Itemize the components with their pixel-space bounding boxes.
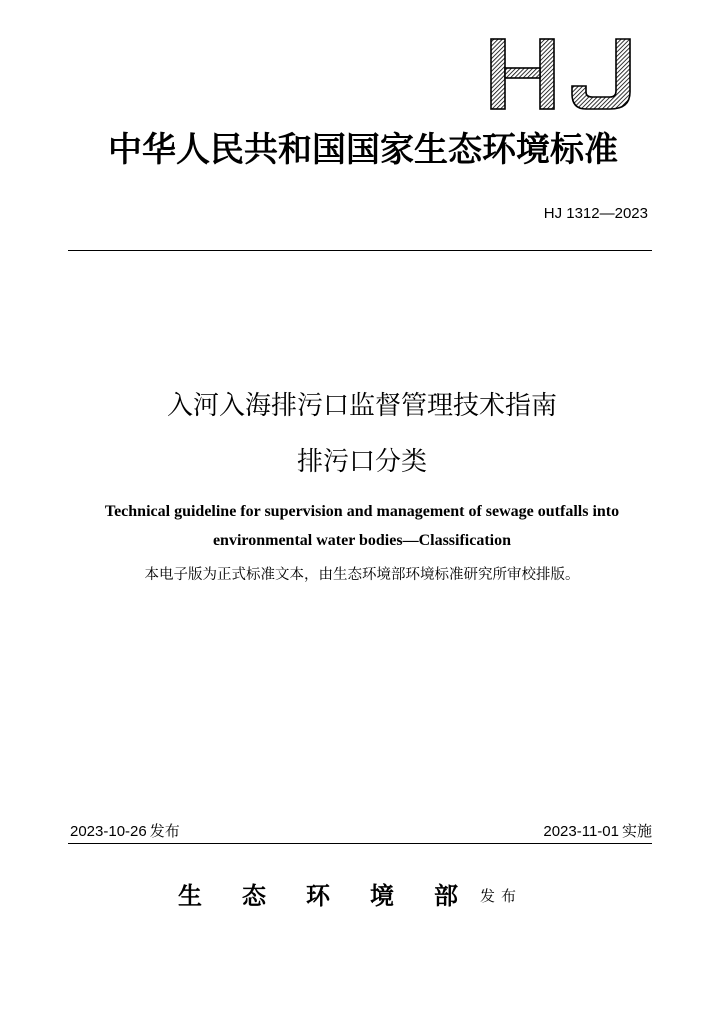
- issuer-char: 部: [434, 881, 458, 910]
- effective-date: [543, 821, 652, 842]
- effective-date-label: 实施: [621, 822, 652, 840]
- bottom-divider: [68, 843, 652, 844]
- document-title-cn: 入河入海排污口监督管理技术指南: [166, 391, 557, 421]
- effective-date-value: 2023-11-01: [543, 823, 619, 840]
- hj-logo: [488, 36, 636, 112]
- top-divider: [68, 250, 652, 251]
- electronic-version-note: 本电子版为正式标准文本，由生态环境部环境标准研究所审校排版。: [144, 567, 580, 583]
- issuer-char: 境: [370, 881, 394, 910]
- issued-date-value: 2023-10-26: [70, 823, 147, 840]
- standard-category-title: 中华人民共和国国家生态环境标准: [108, 130, 618, 170]
- document-subtitle-cn: 排污口分类: [296, 447, 427, 477]
- issued-date: [70, 821, 180, 842]
- issuer-char: 态: [242, 881, 266, 910]
- document-title-en-line2: environmental water bodies—Classification: [212, 532, 512, 549]
- hj-logo-letter-j: [572, 39, 630, 109]
- standard-number: HJ 1312—2023: [543, 205, 648, 222]
- hj-logo-letter-h: [491, 39, 554, 109]
- issuer-char: 环: [306, 881, 330, 910]
- issued-date-label: 发布: [149, 822, 180, 840]
- issuer-char: 生: [178, 881, 202, 910]
- issuing-authority: [178, 878, 522, 914]
- issuer-action: 发布: [480, 887, 523, 905]
- document-title-en-line1: Technical guideline for supervision and management of sewage outfalls into: [104, 503, 620, 520]
